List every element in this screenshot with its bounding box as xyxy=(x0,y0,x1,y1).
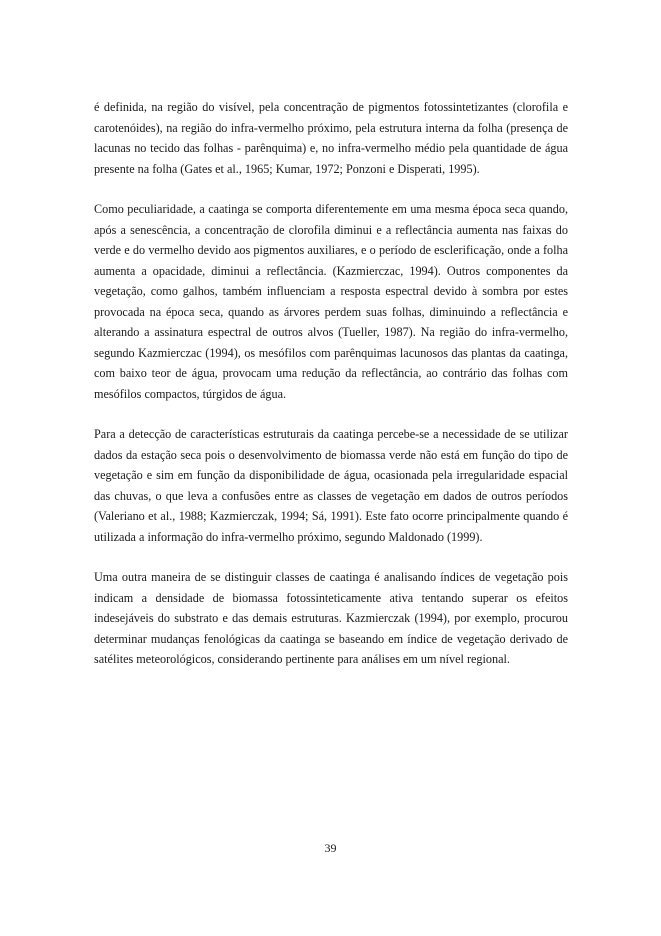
body-text xyxy=(94,97,568,690)
page-number: 39 xyxy=(324,841,337,855)
paragraph-2: Como peculiaridade, a caatinga se comporta diferentemente em uma mesma época seca quando, após a senescência, a concentração de clorofila diminui e a reflectância aumenta nas faixas do verde e do vermelho devido aos pigmentos auxiliares, e o período de esclerificação, onde a folha aumenta a opacidade, diminui a reflectância. (Kazmierczac, 1994). Outros componentes da vegetação, como galhos, também influenciam a resposta espectral devido à sombra por estes provocada na época seca, quando as árvores perdem suas folhas, diminuindo a reflectância e alterando a assinatura espectral de outros alvos (Tueller, 1987). Na região do infra-vermelho, segundo Kazmierczac (1994), os mesófilos com parênquimas lacunosos das plantas da caatinga, com baixo teor de água, provocam uma redução da reflectância, ao contrário das folhas com mesófilos compactos, túrgidos de água. xyxy=(94,202,568,401)
paragraph-3: Para a detecção de características estruturais da caatinga percebe-se a necessidade de se utilizar dados da estação seca pois o desenvolvimento de biomassa verde não está em função do tipo de vegetação e sim em função da disponibilidade de água, ocasionada pela irregularidade espacial das chuvas, o que leva a confusões entre as classes de vegetação em dados de outros períodos (Valeriano et al., 1988; Kazmierczak, 1994; Sá, 1991). Este fato ocorre principalmente quando é utilizada a informação do infra-vermelho próximo, segundo Maldonado (1999). xyxy=(94,427,568,544)
paragraph-1: é definida, na região do visível, pela concentração de pigmentos fotossintetizantes (clorofila e carotenóides), na região do infra-vermelho próximo, pela estrutura interna da folha (presença de lacunas no tecido das folhas - parênquima) e, no infra-vermelho médio pela quantidade de água presente na folha (Gates et al., 1965; Kumar, 1972; Ponzoni e Disperati, 1995). xyxy=(94,100,568,176)
paragraph-4: Uma outra maneira de se distinguir classes de caatinga é analisando índices de vegetação pois indicam a densidade de biomassa fotossinteticamente ativa tentando superar os efeitos indesejáveis do substrato e das demais estruturas. Kazmierczak (1994), por exemplo, procurou determinar mudanças fenológicas da caatinga se baseando em índice de vegetação derivado de satélites meteorológicos, considerando pertinente para análises em um nível regional. xyxy=(94,570,568,666)
